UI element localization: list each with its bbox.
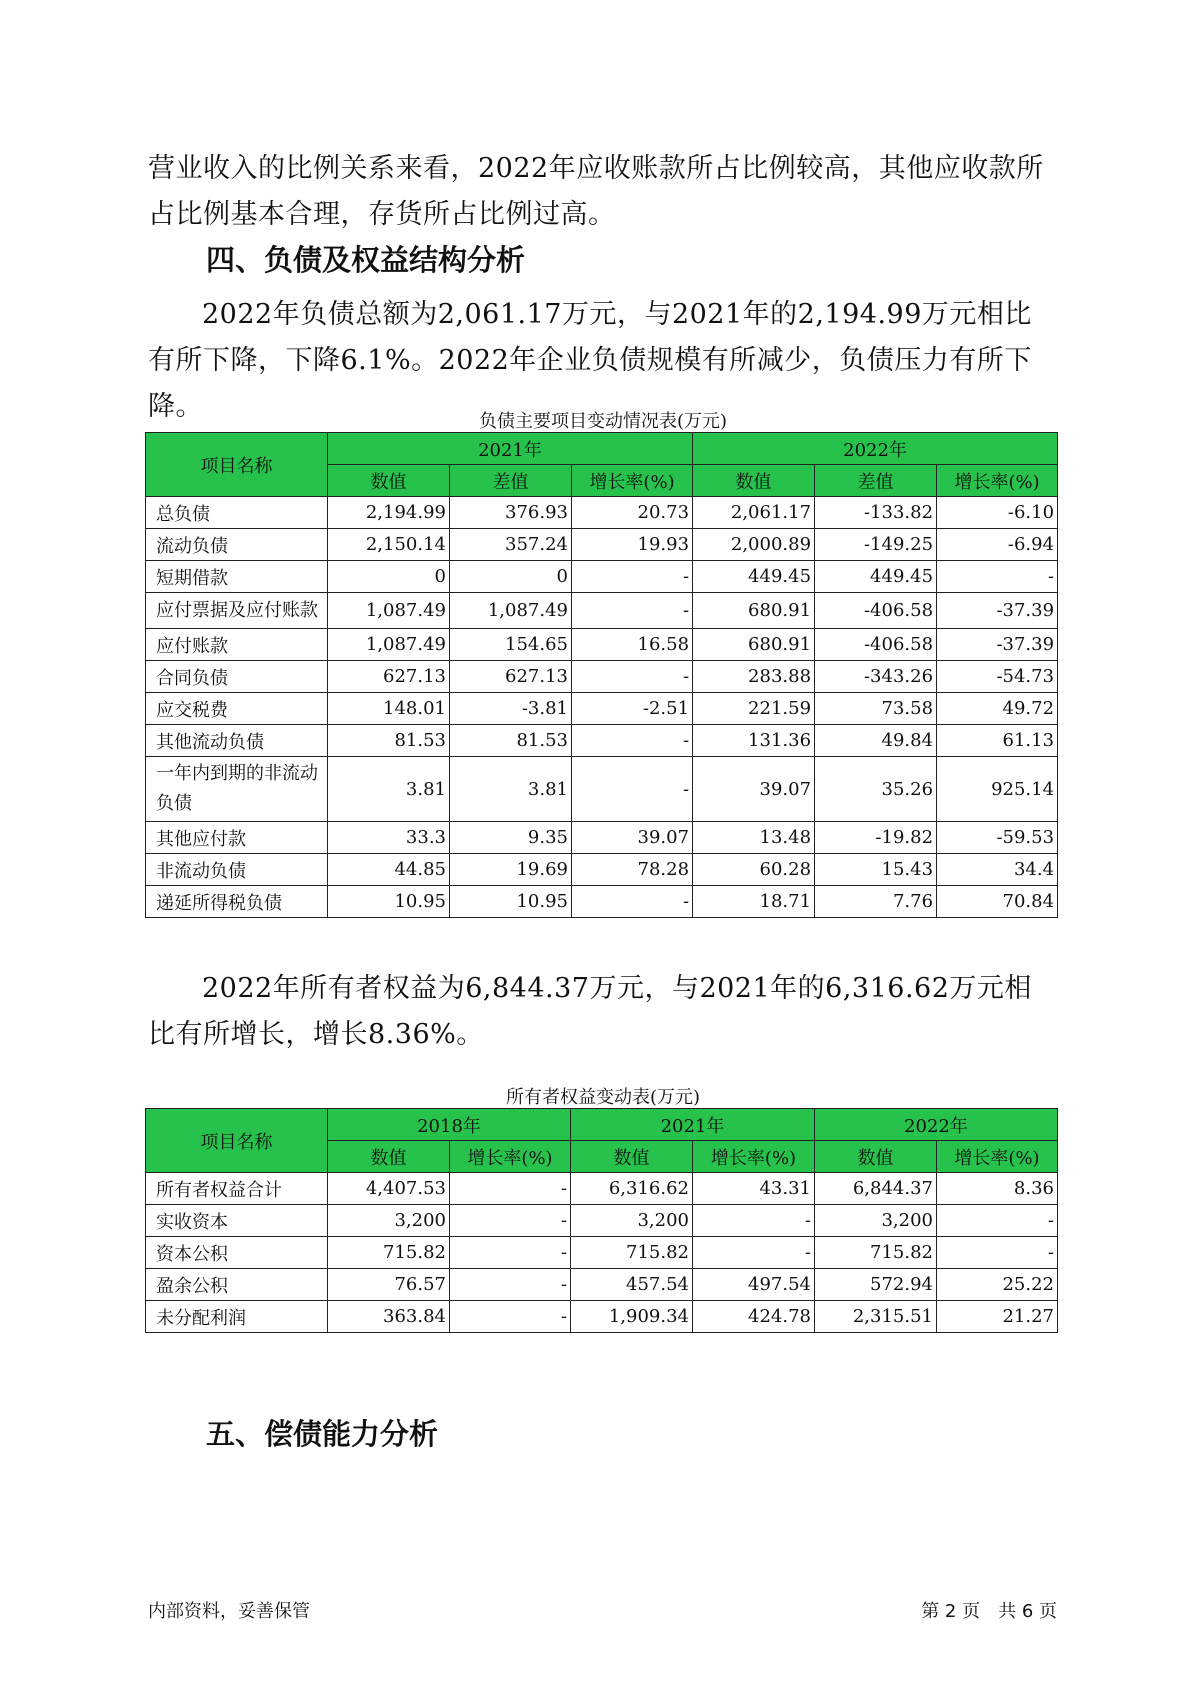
row-label-cell: 未分配利润 [146,1301,328,1333]
value-cell: 49.72 [937,693,1058,725]
value-cell: 6,844.37 [815,1173,937,1205]
value-cell: 44.85 [328,854,450,886]
value-cell: - [450,1205,571,1237]
value-cell: 76.57 [328,1269,450,1301]
value-cell: 19.69 [450,854,572,886]
value-cell: 78.28 [572,854,693,886]
value-cell: - [572,757,693,822]
table-row [146,757,1058,822]
sub-header-growth-rate: 增长率(%) [693,1141,815,1173]
row-label-cell: 总负债 [146,497,328,529]
table-row [146,886,1058,918]
value-cell: 0 [450,561,572,593]
row-label-cell: 资本公积 [146,1237,328,1269]
value-cell: 131.36 [693,725,815,757]
row-label-cell: 其他流动负债 [146,725,328,757]
value-cell: 148.01 [328,693,450,725]
table-row [146,1301,1058,1333]
value-cell: 627.13 [328,661,450,693]
item-name-header: 项目名称 [146,1109,328,1173]
value-cell: - [450,1269,571,1301]
sub-header-value: 数值 [571,1141,693,1173]
value-cell: 8.36 [937,1173,1058,1205]
footer-confidential-note: 内部资料，妥善保管 [148,1601,310,1622]
table-row [146,854,1058,886]
sub-header-value: 数值 [693,465,815,497]
value-cell: 34.4 [937,854,1058,886]
row-label-cell: 应付账款 [146,629,328,661]
sub-header-value: 数值 [815,1141,937,1173]
value-cell: 1,087.49 [328,629,450,661]
value-cell: 6,316.62 [571,1173,693,1205]
row-label-cell: 一年内到期的非流动负债 [146,757,328,822]
value-cell: 81.53 [450,725,572,757]
value-cell: 9.35 [450,822,572,854]
sub-header-growth-rate: 增长率(%) [937,1141,1058,1173]
value-cell: 3,200 [571,1205,693,1237]
value-cell: -54.73 [937,661,1058,693]
year-header-2022: 2022年 [693,433,1058,465]
value-cell: -133.82 [815,497,937,529]
row-label-cell: 实收资本 [146,1205,328,1237]
value-cell: 13.48 [693,822,815,854]
value-cell: 424.78 [693,1301,815,1333]
table-row [146,529,1058,561]
table-row [146,1205,1058,1237]
value-cell: 2,315.51 [815,1301,937,1333]
value-cell: 16.58 [572,629,693,661]
value-cell: 3.81 [328,757,450,822]
value-cell: -37.39 [937,593,1058,629]
sub-header-growth-rate: 增长率(%) [572,465,693,497]
value-cell: -6.94 [937,529,1058,561]
year-header-2021: 2021年 [571,1109,815,1141]
value-cell: 2,061.17 [693,497,815,529]
row-label-cell: 盈余公积 [146,1269,328,1301]
table-row [146,561,1058,593]
value-cell: 60.28 [693,854,815,886]
table-row [146,593,1058,629]
value-cell: 497.54 [693,1269,815,1301]
value-cell: -19.82 [815,822,937,854]
value-cell: 925.14 [937,757,1058,822]
table-row [146,629,1058,661]
table-row [146,661,1058,693]
table-row [146,1237,1058,1269]
sub-header-growth-rate: 增长率(%) [450,1141,571,1173]
value-cell: 3,200 [328,1205,450,1237]
value-cell: 49.84 [815,725,937,757]
footer-page-number: 第 2 页 共 6 页 [921,1601,1057,1622]
value-cell: -149.25 [815,529,937,561]
value-cell: 39.07 [693,757,815,822]
value-cell: - [572,561,693,593]
row-label-cell: 其他应付款 [146,822,328,854]
equity-change-table [145,1108,1058,1333]
table-row [146,497,1058,529]
row-label-cell: 合同负债 [146,661,328,693]
liability-table-caption: 负债主要项目变动情况表(万元) [478,411,728,432]
table-row [146,1269,1058,1301]
sub-header-growth-rate: 增长率(%) [937,465,1058,497]
value-cell: 283.88 [693,661,815,693]
value-cell: 457.54 [571,1269,693,1301]
equity-table-caption: 所有者权益变动表(万元) [505,1087,701,1108]
value-cell: -406.58 [815,629,937,661]
paragraph-receivables-conclusion: 营业收入的比例关系来看，2022年应收账款所占比例较高，其他应收款所占比例基本合理，存货所占比例过高。 [148,153,1044,230]
table-row [146,693,1058,725]
value-cell: 73.58 [815,693,937,725]
item-name-header: 项目名称 [146,433,328,497]
value-cell: - [450,1301,571,1333]
value-cell: - [937,1237,1058,1269]
row-label-cell: 应付票据及应付账款 [146,593,328,629]
value-cell: 680.91 [693,593,815,629]
value-cell: 20.73 [572,497,693,529]
value-cell: 715.82 [571,1237,693,1269]
value-cell: 25.22 [937,1269,1058,1301]
value-cell: - [693,1237,815,1269]
row-label-cell: 递延所得税负债 [146,886,328,918]
value-cell: 376.93 [450,497,572,529]
value-cell: 7.76 [815,886,937,918]
value-cell: -406.58 [815,593,937,629]
value-cell: 449.45 [693,561,815,593]
value-cell: - [693,1205,815,1237]
value-cell: -37.39 [937,629,1058,661]
value-cell: - [572,593,693,629]
value-cell: 1,087.49 [450,593,572,629]
value-cell: 680.91 [693,629,815,661]
row-label-cell: 所有者权益合计 [146,1173,328,1205]
row-label-cell: 非流动负债 [146,854,328,886]
value-cell: -59.53 [937,822,1058,854]
value-cell: 4,407.53 [328,1173,450,1205]
value-cell: 81.53 [328,725,450,757]
liability-change-table [145,432,1058,918]
value-cell: 627.13 [450,661,572,693]
value-cell: 61.13 [937,725,1058,757]
value-cell: -3.81 [450,693,572,725]
value-cell: - [572,725,693,757]
value-cell: - [450,1173,571,1205]
value-cell: 21.27 [937,1301,1058,1333]
value-cell: -2.51 [572,693,693,725]
row-label-cell: 流动负债 [146,529,328,561]
sub-header-value: 数值 [328,1141,450,1173]
value-cell: 357.24 [450,529,572,561]
sub-header-difference: 差值 [450,465,572,497]
paragraph-liability-summary: 2022年负债总额为2,061.17万元，与2021年的2,194.99万元相比有所下降，下降6.1%。2022年企业负债规模有所减少，负债压力有所下降。 [148,299,1032,422]
value-cell: 35.26 [815,757,937,822]
value-cell: -6.10 [937,497,1058,529]
year-header-2021: 2021年 [328,433,693,465]
sub-header-value: 数值 [328,465,450,497]
year-header-2022: 2022年 [815,1109,1058,1141]
value-cell: -343.26 [815,661,937,693]
value-cell: 19.93 [572,529,693,561]
value-cell: 70.84 [937,886,1058,918]
value-cell: 10.95 [328,886,450,918]
value-cell: - [450,1237,571,1269]
value-cell: - [937,1205,1058,1237]
value-cell: 3,200 [815,1205,937,1237]
value-cell: 154.65 [450,629,572,661]
value-cell: 18.71 [693,886,815,918]
value-cell: 363.84 [328,1301,450,1333]
value-cell: 221.59 [693,693,815,725]
section-heading-liability-equity: 四、负债及权益结构分析 [206,243,526,277]
year-header-2018: 2018年 [328,1109,571,1141]
row-label-cell: 应交税费 [146,693,328,725]
value-cell: 715.82 [815,1237,937,1269]
value-cell: 0 [328,561,450,593]
value-cell: 2,194.99 [328,497,450,529]
value-cell: 15.43 [815,854,937,886]
value-cell: - [937,561,1058,593]
value-cell: 2,150.14 [328,529,450,561]
value-cell: 2,000.89 [693,529,815,561]
value-cell: 1,087.49 [328,593,450,629]
value-cell: 449.45 [815,561,937,593]
value-cell: 33.3 [328,822,450,854]
sub-header-difference: 差值 [815,465,937,497]
table-row [146,725,1058,757]
value-cell: 1,909.34 [571,1301,693,1333]
value-cell: 39.07 [572,822,693,854]
value-cell: 572.94 [815,1269,937,1301]
table-row [146,822,1058,854]
table-row [146,1173,1058,1205]
value-cell: 43.31 [693,1173,815,1205]
value-cell: 3.81 [450,757,572,822]
paragraph-equity-summary: 2022年所有者权益为6,844.37万元，与2021年的6,316.62万元相比有所增长，增长8.36%。 [148,973,1032,1050]
row-label-cell: 短期借款 [146,561,328,593]
section-heading-solvency: 五、偿债能力分析 [206,1417,439,1451]
value-cell: 10.95 [450,886,572,918]
value-cell: 715.82 [328,1237,450,1269]
value-cell: - [572,661,693,693]
value-cell: - [572,886,693,918]
